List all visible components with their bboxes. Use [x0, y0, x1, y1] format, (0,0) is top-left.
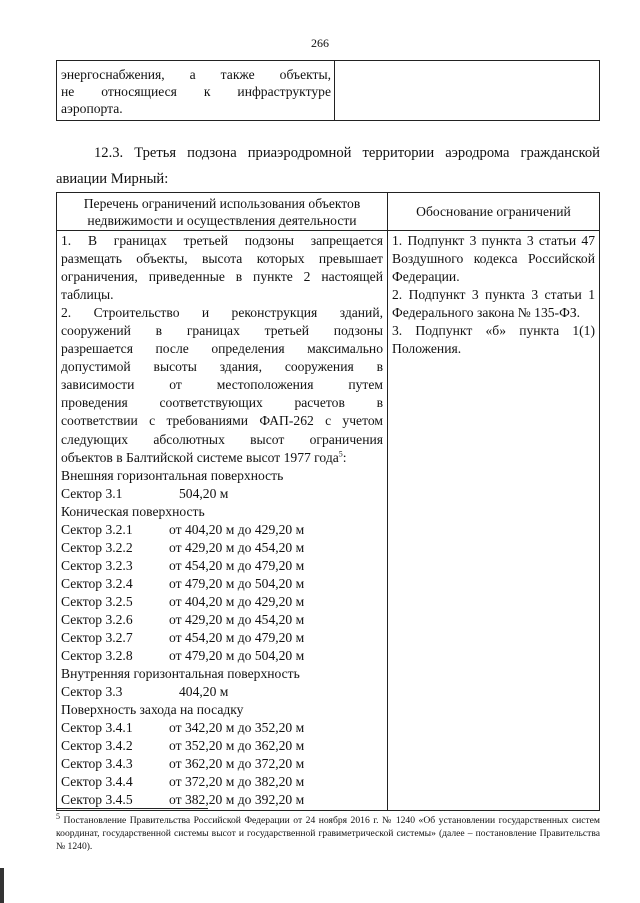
text-line: 2. Строительство и реконструкция зданий,: [61, 305, 383, 321]
sector-value: от 342,20 м до 352,20 м: [169, 720, 305, 736]
sector-name: Сектор 3.2.5: [61, 593, 133, 609]
text-line: допустимой высоты здания, сооружения в: [61, 359, 383, 375]
sector-name: Сектор 3.2.6: [61, 611, 133, 627]
text-line: проведения соответствующих расчетов в: [61, 395, 383, 411]
text-line-content: объектов в Балтийской системе высот 1977 года: [61, 449, 339, 465]
surface-title-outer-horizontal: Внешняя горизонтальная поверхность: [61, 467, 284, 483]
surface-title-approach: Поверхность захода на посадку: [61, 702, 244, 718]
text-line-colon: :: [342, 449, 347, 465]
header-restrictions: [57, 193, 388, 231]
section-heading: 12.3. Третья подзона приаэродромной территории аэродрома гражданской авиации Мирный:: [56, 145, 600, 187]
sector-row: [61, 557, 383, 575]
sector-value: от 429,20 м до 454,20 м: [169, 539, 305, 555]
surface-title-conical: Коническая поверхность: [61, 503, 205, 519]
page-number: 266: [311, 36, 329, 50]
sector-row: [61, 611, 383, 629]
sector-value: от 362,20 м до 372,20 м: [169, 756, 305, 772]
justification-line: 2. Подпункт 3 пункта 3 статьи 1: [392, 287, 595, 303]
sector-value: от 404,20 м до 429,20 м: [169, 593, 305, 609]
sector-row: [61, 755, 383, 773]
text-line: зависимости от местоположения путем: [61, 377, 383, 393]
continuation-table: [56, 60, 600, 121]
justification-line: Федерального закона № 135-ФЗ.: [392, 305, 581, 321]
justification-line: Федерации.: [392, 269, 460, 285]
restrictions-table: [56, 192, 600, 811]
continuation-cell-left: [57, 61, 335, 121]
sector-row: [61, 485, 383, 503]
text-line: сооружений в границах третьей подзоны: [61, 323, 383, 339]
footnote-reference[interactable]: 5: [338, 449, 343, 459]
sector-name: Сектор 3.1: [61, 485, 123, 501]
continuation-line: не относящиеся к инфраструктуре: [61, 84, 331, 99]
sector-value: от 372,20 м до 382,20 м: [169, 774, 305, 790]
sector-row: [61, 575, 383, 593]
sector-value: от 382,20 м до 392,20 м: [169, 792, 305, 808]
text-line: соответствии с требованиями ФАП-262 с учетом: [61, 413, 383, 429]
footnote: [56, 811, 600, 853]
sector-value: от 454,20 м до 479,20 м: [169, 557, 305, 573]
sector-name: Сектор 3.4.3: [61, 756, 133, 772]
justification-line: Воздушного кодекса Российской: [392, 251, 595, 267]
surface-title-inner-horizontal: Внутренняя горизонтальная поверхность: [61, 666, 300, 682]
sector-row: [61, 593, 383, 611]
sector-value: 404,20 м: [179, 684, 229, 700]
sector-name: Сектор 3.4.2: [61, 738, 133, 754]
sector-value: от 479,20 м до 504,20 м: [169, 648, 305, 664]
continuation-line: аэропорта.: [61, 101, 123, 116]
sector-value: от 429,20 м до 454,20 м: [169, 611, 305, 627]
restrictions-cell: [57, 231, 388, 811]
sector-value: 504,20 м: [179, 485, 229, 501]
sector-name: Сектор 3.2.2: [61, 539, 133, 555]
sector-name: Сектор 3.2.1: [61, 521, 133, 537]
sector-name: Сектор 3.2.8: [61, 648, 133, 664]
text-line: ограничения, приведенные в пункте 2 настоящей: [61, 269, 383, 285]
sector-name: Сектор 3.4.4: [61, 774, 133, 790]
sector-value: от 454,20 м до 479,20 м: [169, 630, 305, 646]
footnote-separator: [56, 808, 208, 809]
sector-row: [61, 737, 383, 755]
continuation-line: энергоснабжения, а также объекты,: [61, 67, 331, 82]
sector-name: Сектор 3.3: [61, 684, 123, 700]
header-justification: Обоснование ограничений: [388, 193, 600, 231]
sector-name: Сектор 3.2.7: [61, 630, 133, 646]
footnote-marker: 5: [56, 811, 60, 821]
sector-value: от 352,20 м до 362,20 м: [169, 738, 305, 754]
text-line: 1. В границах третьей подзоны запрещается: [61, 233, 383, 248]
sector-value: от 404,20 м до 429,20 м: [169, 521, 305, 537]
sector-name: Сектор 3.4.1: [61, 720, 133, 736]
sector-name: Сектор 3.2.3: [61, 557, 133, 573]
sector-row: [61, 719, 383, 737]
text-line: следующих абсолютных высот ограничения: [61, 431, 383, 447]
sector-row: [61, 629, 383, 647]
sector-name: Сектор 3.2.4: [61, 575, 133, 591]
sector-row: [61, 773, 383, 791]
scan-edge-mark: [0, 868, 4, 903]
sector-name: Сектор 3.4.5: [61, 792, 133, 808]
sector-row: [61, 683, 383, 701]
sector-value: от 479,20 м до 504,20 м: [169, 575, 305, 591]
sector-row: [61, 647, 383, 665]
text-line: разрешается после определения максимально: [61, 341, 383, 357]
continuation-cell-right: [335, 61, 600, 121]
text-line: размещать объекты, высота которых превышает: [61, 251, 383, 267]
footnote-text: Постановление Правительства Российской Федерации от 24 ноября 2016 г. № 1240 «Об установлении государственных систем координат, государственной системы высот и государственной гравиметрической системы» (далее – постановление Правительства № 1240).: [56, 815, 600, 852]
justification-line: Положения.: [392, 341, 462, 357]
text-line: таблицы.: [61, 287, 114, 303]
text-line: [61, 449, 383, 467]
justification-line: 1. Подпункт 3 пункта 3 статьи 47: [392, 233, 595, 248]
sector-row: [61, 791, 383, 809]
justification-cell: [388, 231, 600, 811]
sector-row: [61, 521, 383, 539]
sector-row: [61, 539, 383, 557]
header-line: недвижимости и осуществления деятельности: [87, 213, 357, 228]
header-line: Перечень ограничений использования объектов: [83, 196, 361, 211]
justification-line: 3. Подпункт «б» пункта 1(1): [392, 323, 595, 339]
